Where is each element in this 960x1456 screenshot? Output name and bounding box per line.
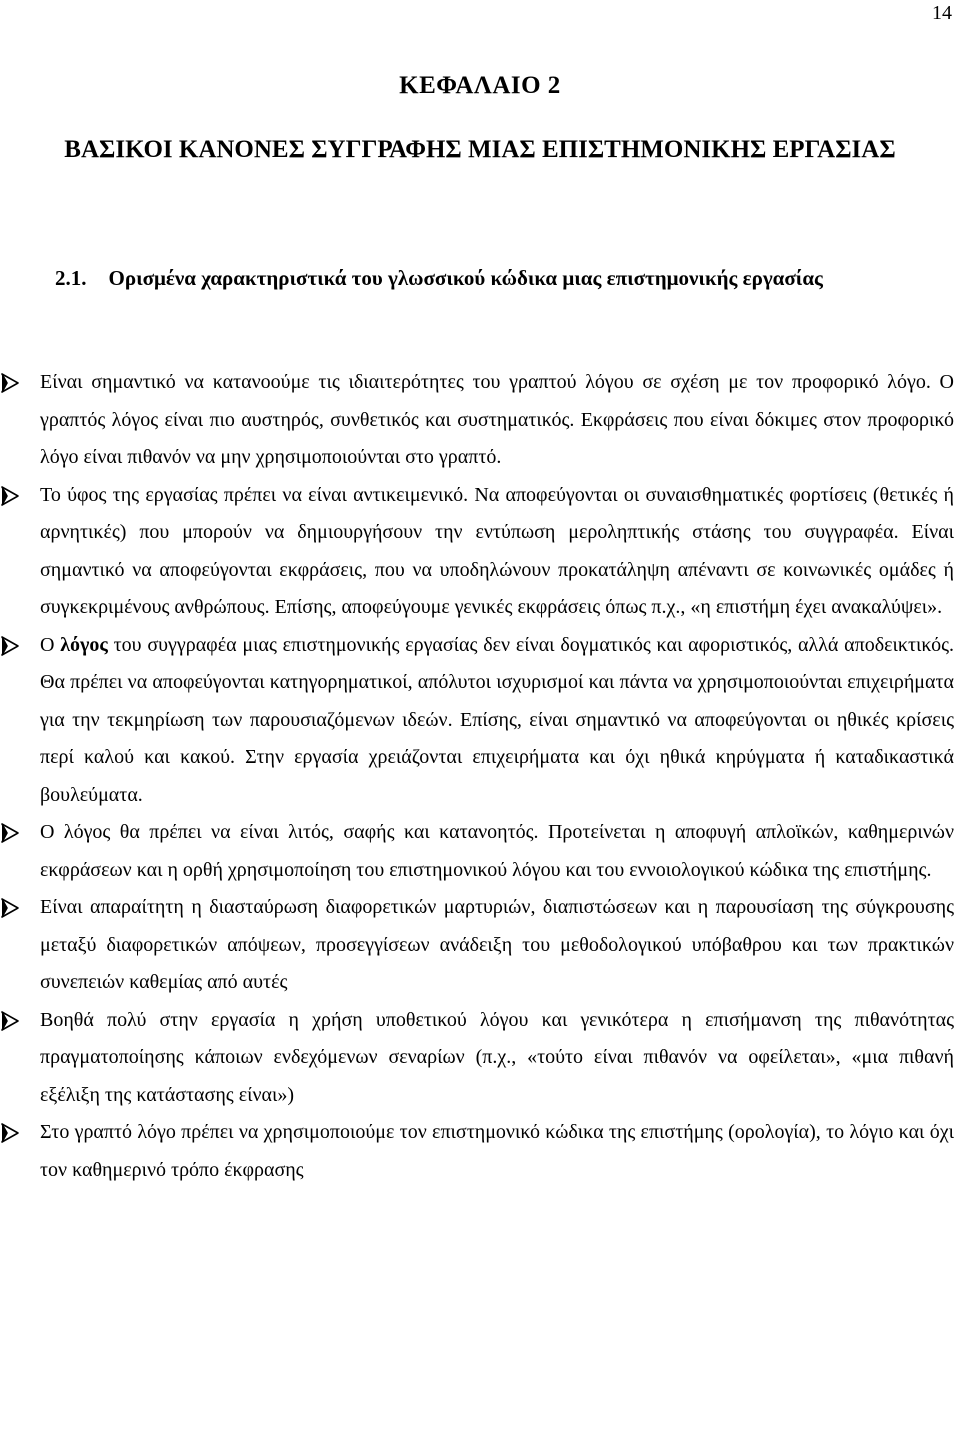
arrowhead-bullet-icon [0,1010,20,1032]
section-heading [55,254,955,302]
bullet-text [40,634,954,806]
arrowhead-bullet-icon [0,1122,20,1144]
bullet-item [0,477,960,627]
chapter-label: ΚΕΦΑΛΑΙΟ 2 [399,72,561,99]
bullet-text: Βοηθά πολύ στην εργασία η χρήση υποθετικού λόγου και γενικότερα η επισήμανση της πιθανότητας πραγματοποίησης κάποιων ενδεχόμενων σεναρίων (π.χ., «τούτο είναι πιθανόν να οφείλεται», «μια πιθανή εξέλιξη της κατάστασης είναι») [40,1008,954,1106]
bullet-text: Είναι απαραίτητη η διασταύρωση διαφορετικών μαρτυριών, διαπιστώσεων και η παρουσίαση της σύγκρουσης μεταξύ διαφορετικών απόψεων, προσεγγίσεων ανάδειξη του μεθοδολογικού υπόβαθρου και των πρακτικών συνεπειών καθεμίας από αυτές [40,896,954,993]
arrowhead-bullet-icon [0,485,20,507]
bullet-item [0,364,960,477]
section-title: Ορισμένα χαρακτηριστικά του γλωσσικού κώδικα μιας επιστημονικής εργασίας [108,266,823,290]
bullet-text-bold: λόγος [60,633,108,656]
page-number: 14 [932,2,952,24]
section-number: 2.1. [55,266,87,290]
arrowhead-bullet-icon [0,897,20,919]
bullet-item [0,814,960,889]
bullet-item [0,1002,960,1115]
bullet-text: Το ύφος της εργασίας πρέπει να είναι αντικειμενικό. Να αποφεύγονται οι συναισθηματικές φορτίσεις (θετικές ή αρνητικές) που μπορούν να δημιουργήσουν την εντύπωση μεροληπτικής στάσης του συγγραφέα. Είναι σημαντικό να αποφεύγονται εκφράσεις, που να υποδηλώνουν προκατάληψη απέναντι σε κοινωνικές ομάδες ή συγκεκριμένους ανθρώπους. Επίσης, αποφεύγουμε γενικές εκφράσεις όπως π.χ., «η επιστήμη έχει ανακαλύψει». [40,483,954,618]
bullet-text-post: του συγγραφέα μιας επιστημονικής εργασίας δεν είναι δογματικός και αφοριστικός, αλλά αποδεικτικός. Θα πρέπει να αποφεύγονται κατηγορηματικοί, απόλυτοι ισχυρισμοί και πάντα να χρησιμοποιούνται επιχειρήματα για την τεκμηρίωση των παρουσιαζόμενων ιδεών. Επίσης, είναι σημαντικό να αποφεύγονται οι ηθικές κρίσεις περί καλού και κακού. Στην εργασία χρειάζονται επιχειρήματα και όχι ηθικά κηρύγματα ή καταδικαστικά βουλεύματα. [40,633,954,806]
arrowhead-bullet-icon [0,822,20,844]
chapter-title: ΒΑΣΙΚΟΙ ΚΑΝΟΝΕΣ ΣΥΓΓΡΑΦΗΣ ΜΙΑΣ ΕΠΙΣΤΗΜΟΝΙΚΗΣ ΕΡΓΑΣΙΑΣ [64,136,896,163]
bullet-text: Είναι σημαντικό να κατανοούμε τις ιδιαιτερότητες του γραπτού λόγου σε σχέση με τον προφορικό λόγο. Ο γραπτός λόγος είναι πιο αυστηρός, συνθετικός και συστηματικός. Εκφράσεις που είναι δόκιμες στον προφορικό λόγο είναι πιθανόν να μην χρησιμοποιούνται στο γραπτό. [40,371,954,468]
bullet-item [0,627,960,815]
bullet-text: Ο λόγος θα πρέπει να είναι λιτός, σαφής και κατανοητός. Προτείνεται η αποφυγή απλοϊκών, καθημερινών εκφράσεων και η ορθή χρησιμοποίηση του επιστημονικού λόγου και του εννοιολογικού κώδικα της επιστήμης. [40,821,954,881]
bullet-text: Στο γραπτό λόγο πρέπει να χρησιμοποιούμε τον επιστημονικό κώδικα της επιστήμης (ορολογία), το λόγιο και όχι τον καθημερινό τρόπο έκφρασης [40,1121,954,1181]
arrowhead-bullet-icon [0,635,20,657]
bullet-list [0,364,960,1189]
arrowhead-bullet-icon [0,372,20,394]
bullet-text-pre: Ο [40,633,61,656]
bullet-item [0,889,960,1002]
bullet-item [0,1114,960,1189]
